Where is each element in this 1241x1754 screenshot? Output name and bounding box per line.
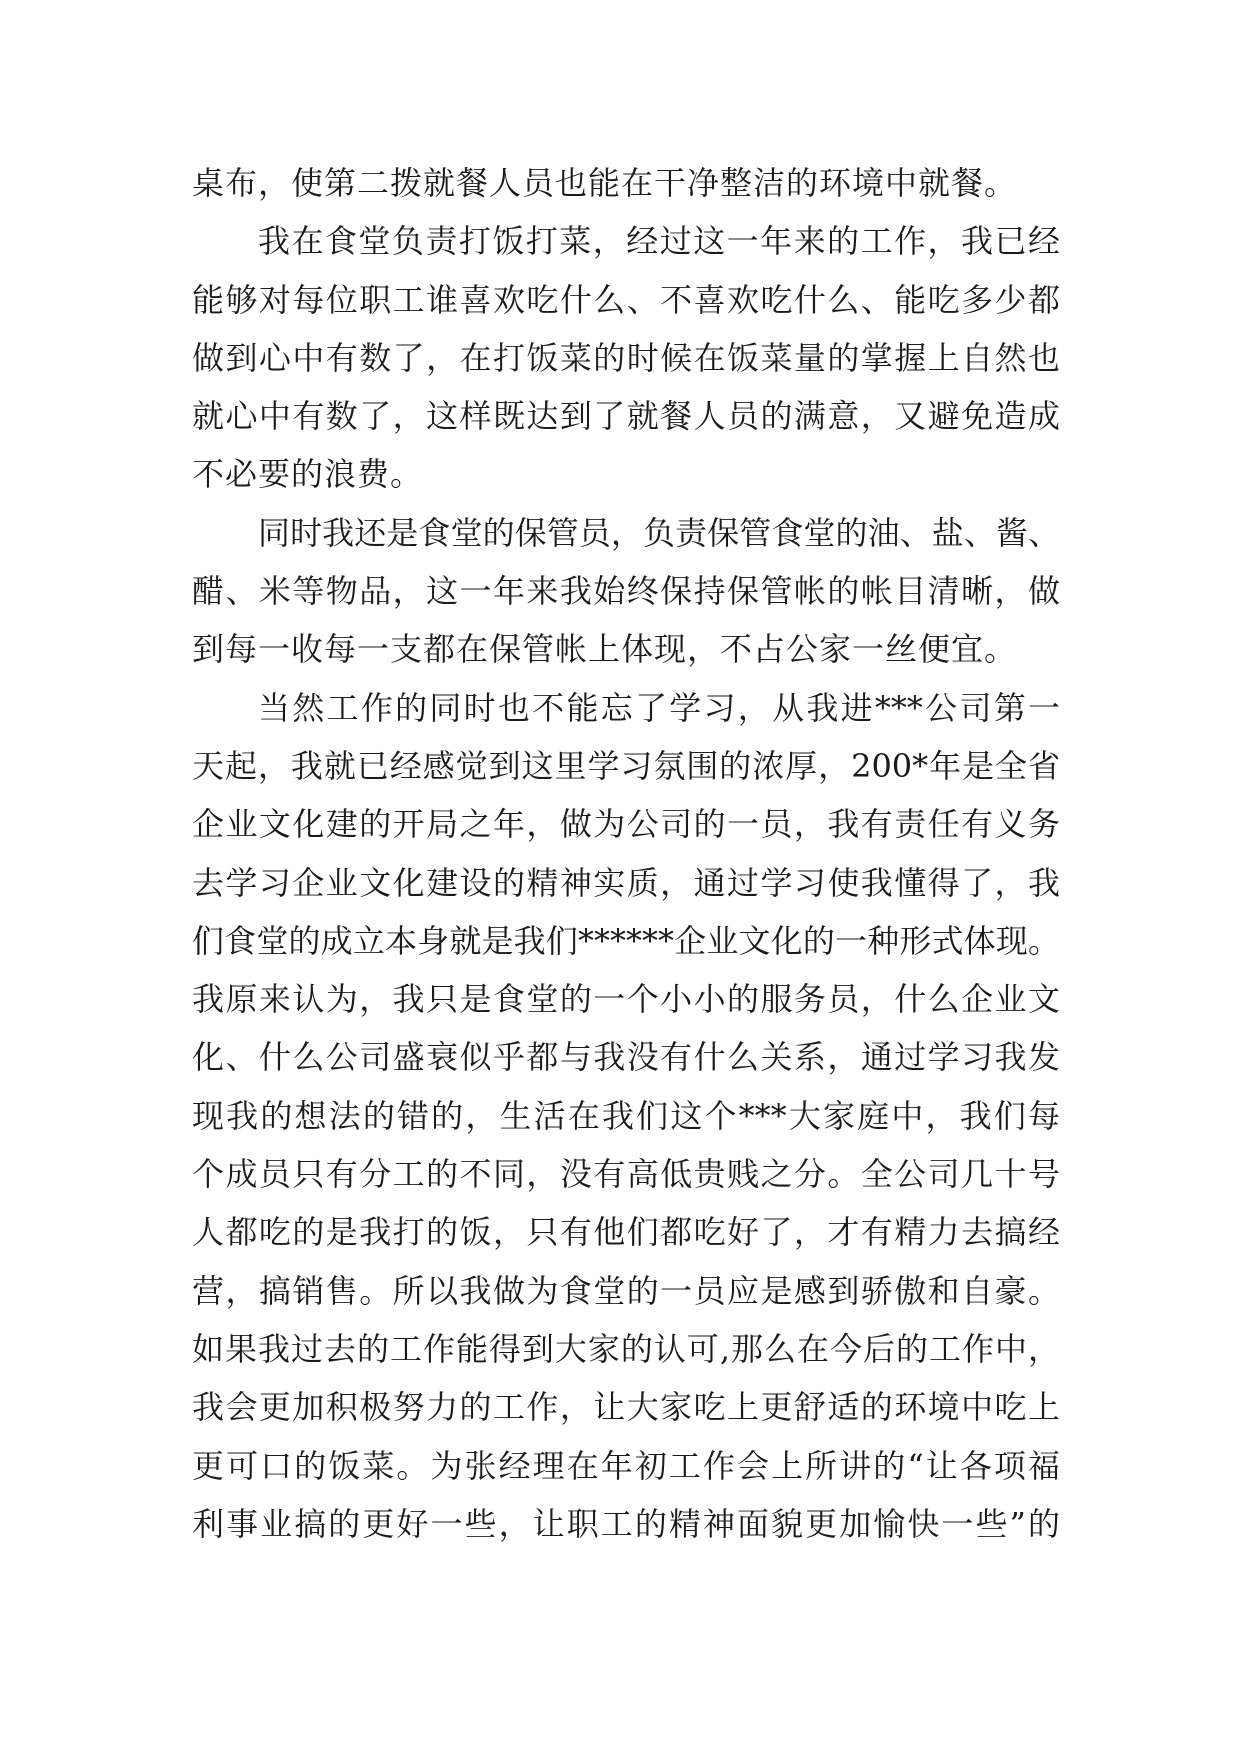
paragraph — [192, 679, 1060, 1553]
text-line: 利事业搞的更好一些，让职工的精神面貌更加愉快一些”的 — [192, 1504, 1060, 1543]
text-line: 不必要的浪费。 — [192, 455, 424, 494]
paragraph — [192, 212, 1060, 503]
paragraph — [192, 154, 1060, 212]
text-line: 做到心中有数了，在打饭菜的时候在饭菜量的掌握上自然也 — [192, 338, 1060, 377]
text-line: 企业文化建的开局之年，做为公司的一员，我有责任有义务 — [192, 805, 1060, 844]
text-line: 就心中有数了，这样既达到了就餐人员的满意，又避免造成 — [192, 397, 1060, 436]
text-line: 现我的想法的错的，生活在我们这个***大家庭中，我们每 — [192, 1096, 1060, 1135]
text-line: 营，搞销售。所以我做为食堂的一员应是感到骄傲和自豪。 — [192, 1271, 1060, 1310]
text-line: 我原来认为，我只是食堂的一个小小的服务员，什么企业文 — [192, 980, 1060, 1019]
text-line: 同时我还是食堂的保管员，负责保管食堂的油、盐、酱、 — [258, 513, 1060, 552]
text-line: 去学习企业文化建设的精神实质，通过学习使我懂得了，我 — [192, 863, 1060, 902]
text-line: 化、什么公司盛衰似乎都与我没有什么关系，通过学习我发 — [192, 1038, 1060, 1077]
text-line: 们食堂的成立本身就是我们******企业文化的一种形式体现。 — [192, 921, 1060, 960]
text-line: 我在食堂负责打饭打菜，经过这一年来的工作，我已经 — [258, 222, 1060, 261]
text-line: 如果我过去的工作能得到大家的认可,那么在今后的工作中， — [192, 1329, 1060, 1368]
text-line: 我会更加积极努力的工作，让大家吃上更舒适的环境中吃上 — [192, 1388, 1060, 1427]
paragraph — [192, 504, 1060, 679]
text-line: 醋、米等物品，这一年来我始终保持保管帐的帐目清晰，做 — [192, 572, 1060, 611]
text-line: 更可口的饭菜。为张经理在年初工作会上所讲的“让各项福 — [192, 1446, 1060, 1485]
text-line: 当然工作的同时也不能忘了学习，从我进***公司第一 — [258, 688, 1060, 727]
text-line: 人都吃的是我打的饭，只有他们都吃好了，才有精力去搞经 — [192, 1213, 1060, 1252]
text-line: 个成员只有分工的不同，没有高低贵贱之分。全公司几十号 — [192, 1155, 1060, 1194]
body-text — [192, 154, 1060, 1553]
text-line: 能够对每位职工谁喜欢吃什么、不喜欢吃什么、能吃多少都 — [192, 280, 1060, 319]
text-line: 桌布，使第二拨就餐人员也能在干净整洁的环境中就餐。 — [192, 164, 1018, 202]
text-line: 天起，我就已经感觉到这里学习氛围的浓厚，200*年是全省 — [192, 746, 1060, 785]
text-line: 到每一收每一支都在保管帐上体现，不占公家一丝便宜。 — [192, 630, 1018, 669]
